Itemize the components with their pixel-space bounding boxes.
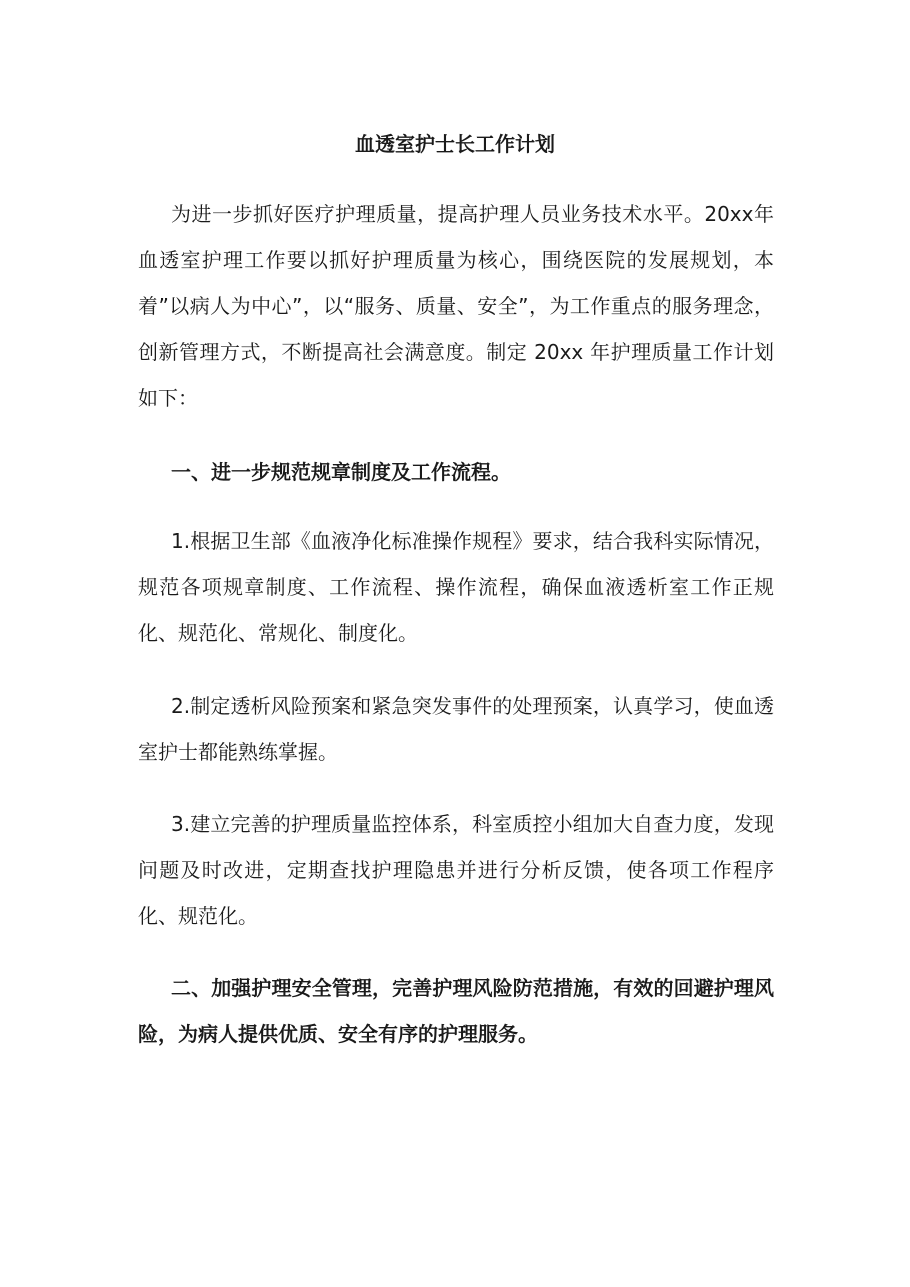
section-1-item-3: 3.建立完善的护理质量监控体系，科室质控小组加大自查力度，发现问题及时改进，定期查找护理隐患并进行分析反馈，使各项工作程序化、规范化。 (138, 812, 774, 928)
section-1-item-1: 1.根据卫生部《血液净化标准操作规程》要求，结合我科实际情况，规范各项规章制度、工作流程、操作流程，确保血液透析室工作正规化、规范化、常规化、制度化。 (138, 529, 774, 645)
section-2-heading: 二、加强护理安全管理，完善护理风险防范措施，有效的回避护理风险，为病人提供优质、安全有序的护理服务。 (138, 976, 774, 1046)
document-title: 血透室护士长工作计划 (355, 132, 555, 156)
intro-paragraph: 为进一步抓好医疗护理质量，提高护理人员业务技术水平。20xx年血透室护理工作要以抓好护理质量为核心，围绕医院的发展规划，本着”以病人为中心”，以“服务、质量、安全”，为工作重点的服务理念，创新管理方式，不断提高社会满意度。制定 20xx 年护理质量工作计划如下： (138, 202, 774, 410)
section-1-heading: 一、进一步规范规章制度及工作流程。 (171, 460, 511, 484)
section-1-item-2: 2.制定透析风险预案和紧急突发事件的处理预案，认真学习，使血透室护士都能熟练掌握。 (138, 694, 774, 764)
